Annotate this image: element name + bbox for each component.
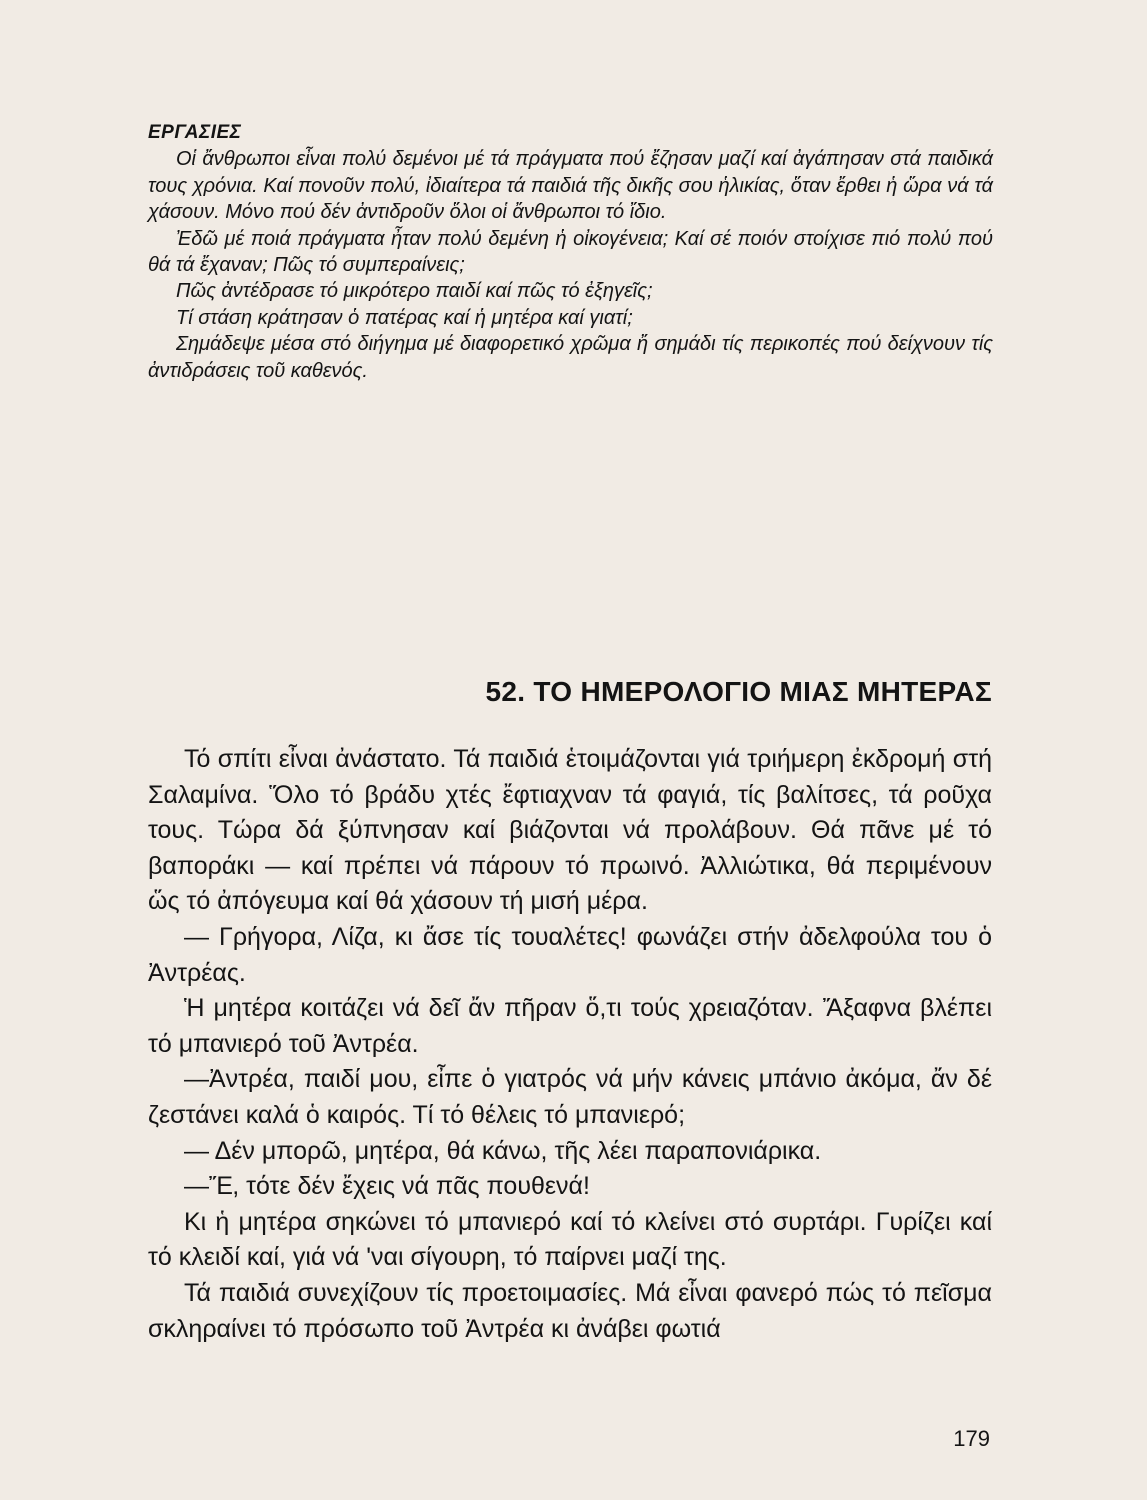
story-paragraph: Τά παιδιά συνεχίζουν τίς προετοιμασίες. Μά εἶναι φανερό πώς τό πεῖσμα σκληραίνει τό πρόσωπο τοῦ Ἀντρέα κι ἀνάβει φωτιά — [148, 1278, 992, 1343]
exercises-heading: ΕΡΓΑΣΙΕΣ — [148, 122, 242, 143]
story-paragraph: — Δέν μπορῶ, μητέρα, θά κάνω, τῆς λέει παραπονιάρικα. — [184, 1136, 822, 1165]
story-paragraph: — Γρήγορα, Λίζα, κι ἄσε τίς τουαλέτες! φωνάζει στήν ἀδελφούλα του ὁ Ἀντρέας. — [148, 922, 992, 987]
story-paragraph: Ἡ μητέρα κοιτάζει νά δεῖ ἄν πῆραν ὅ,τι τούς χρειαζόταν. Ἄξαφνα βλέπει τό μπανιερό τοῦ Ἀντρέα. — [148, 994, 992, 1058]
exercises-section — [148, 120, 993, 384]
story-paragraph: Κι ἡ μητέρα σηκώνει τό μπανιερό καί τό κλείνει στό συρτάρι. Γυρίζει καί τό κλειδί καί, γιά νά 'ναι σίγουρη, τό παίρνει μαζί της. — [148, 1207, 992, 1272]
exercise-paragraph: Ἐδῶ μέ ποιά πράγματα ἦταν πολύ δεμένη ἡ οἰκογένεια; Καί σέ ποιόν στοίχισε πιό πολύ πού θά τά ἔχαναν; Πῶς τό συμπεραίνεις; — [148, 227, 993, 277]
story-paragraph: Τό σπίτι εἶναι ἀνάστατο. Τά παιδιά ἑτοιμάζονται γιά τριήμερη ἐκδρομή στή Σαλαμίνα. Ὅλο τό βράδυ χτές ἔφτιαχναν τά φαγιά, τίς βαλίτσες, τά ροῦχα τους. Τώρα δά ξύπνησαν καί βιάζονται νά προλάβουν. Θά πᾶνε μέ τό βαποράκι — καί πρέπει νά πάρουν τό πρωινό. Ἀλλιώτικα, θά περιμένουν ὥς τό ἀπόγευμα καί θά χάσουν τή μισή μέρα. — [148, 745, 992, 916]
exercise-paragraph: Πῶς ἀντέδρασε τό μικρότερο παιδί καί πῶς τό ἐξηγεῖς; — [176, 280, 653, 303]
story-paragraph: —Ἔ, τότε δέν ἔχεις νά πᾶς πουθενά! — [184, 1172, 590, 1201]
exercise-paragraph: Οἱ ἄνθρωποι εἶναι πολύ δεμένοι μέ τά πράγματα πού ἔζησαν μαζί καί ἀγάπησαν στά παιδικά τους χρόνια. Καί πονοῦν πολύ, ἰδιαίτερα τά παιδιά τῆς δικῆς σου ἡλικίας, ὅταν ἔρθει ἡ ὥρα νά τά χάσουν. Μόνο πού δέν ἀντιδροῦν ὅλοι οἱ ἄνθρωποι τό ἴδιο. — [148, 148, 993, 224]
exercise-paragraph: Σημάδεψε μέσα στό διήγημα μέ διαφορετικό χρῶμα ἤ σημάδι τίς περικοπές πού δείχνουν τίς ἀντιδράσεις τοῦ καθενός. — [148, 333, 993, 382]
exercise-paragraph: Τί στάση κράτησαν ὁ πατέρας καί ἡ μητέρα καί γιατί; — [176, 306, 633, 329]
page-number: 179 — [953, 1426, 990, 1451]
chapter-title: 52. ΤΟ ΗΜΕΡΟΛΟΓΙΟ ΜΙΑΣ ΜΗΤΕΡΑΣ — [485, 676, 992, 707]
story-text — [148, 742, 992, 1347]
story-paragraph: —Ἀντρέα, παιδί μου, εἶπε ὁ γιατρός νά μήν κάνεις μπάνιο ἀκόμα, ἄν δέ ζεστάνει καλά ὁ καιρός. Τί τό θέλεις τό μπανιερό; — [148, 1065, 992, 1129]
